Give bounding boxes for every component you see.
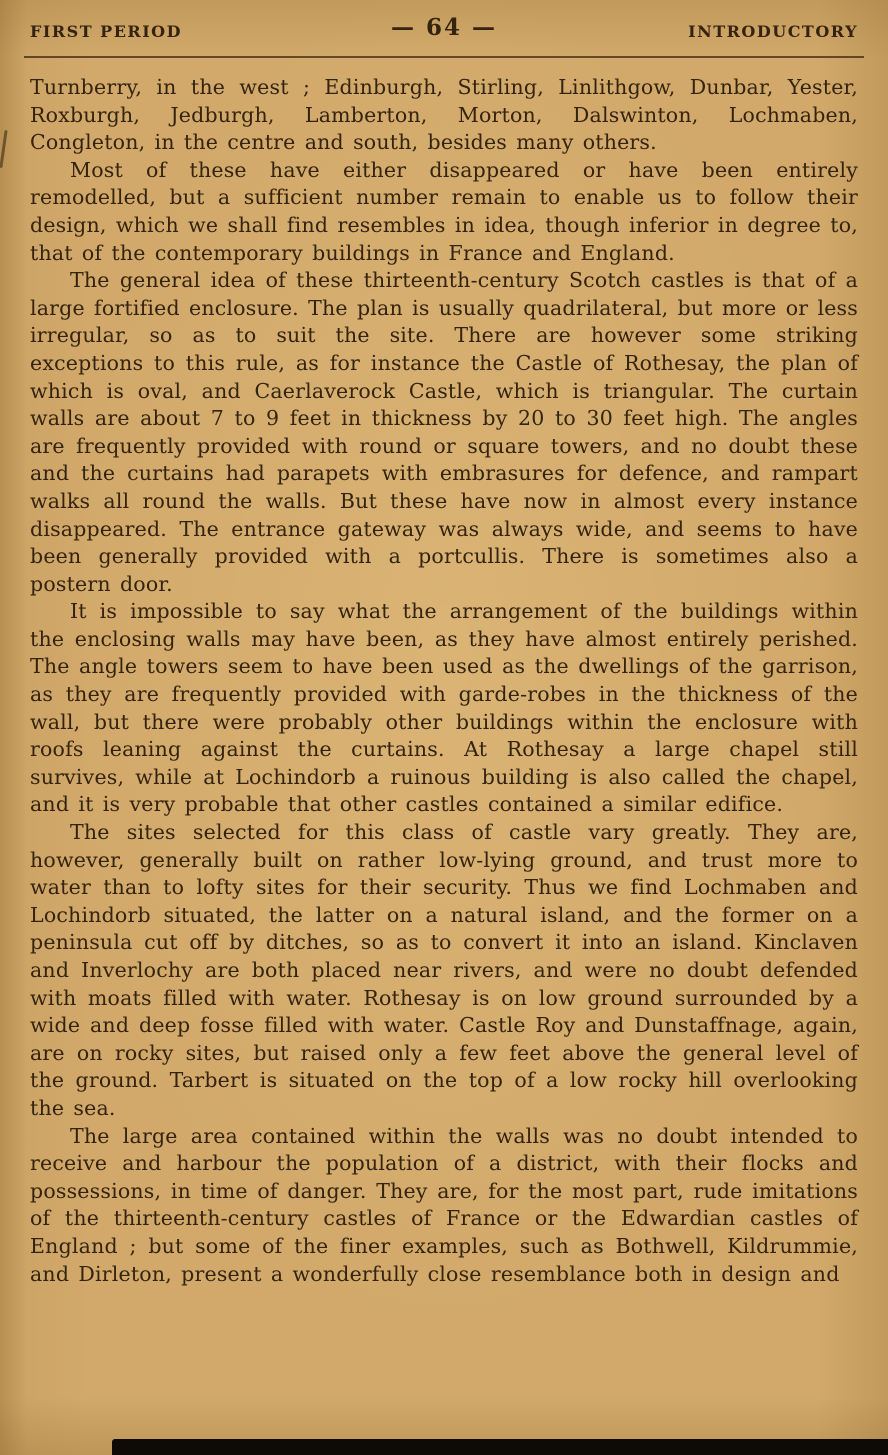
paragraph: The large area contained within the walls was no doubt intended to receive and harbour the population of a district, with their flocks and possessions, in time of danger. They are, for the most part, rude imitations of the thirteenth-century castles of France or the Edwardian castles of England ; but some of the finer examples, such as Bothwell, Kildrummie, and Dirleton, present a wonderfully close resemblance both in design and [30,1123,858,1286]
scan-artifact-mark [0,130,8,168]
paragraph: Most of these have either disappeared or have been entirely remodelled, but a sufficient number remain to enable us to follow their design, which we shall find resembles in idea, though inferior in degree to, that of the contemporary buildings in France and England. [30,157,858,265]
header-rule [24,56,864,58]
running-header [30,14,858,52]
running-head-section: FIRST PERIOD [30,22,182,41]
paragraph: The general idea of these thirteenth-century Scotch castles is that of a large fortified enclosure. The plan is usually quadrilateral, but more or less irregular, so as to suit the site. There are however some striking exceptions to this rule, as for instance the Castle of Rothesay, the plan of which is oval, and Caerlaverock Castle, which is triangular. The curtain walls are about 7 to 9 feet in thickness by 20 to 30 feet high. The angles are frequently provided with round or square towers, and no doubt these and the curtains had parapets with embrasures for defence, and rampart walks all round the walls. But these have now in almost every instance disappeared. The entrance gateway was always wide, and seems to have been generally provided with a portcullis. There is sometimes also a postern door. [30,268,858,596]
page-text [30,74,858,1288]
paragraph-continuation: Turnberry, in the west ; Edinburgh, Stirling, Linlithgow, Dunbar, Yester, Roxburgh, Jedburgh, Lamberton, Morton, Dalswinton, Lochmaben, Congleton, in the centre and south, besides many others. [30,75,858,155]
running-head-chapter: INTRODUCTORY [688,22,858,41]
scan-artifact-bar [112,1439,888,1455]
paragraph: The sites selected for this class of castle vary greatly. They are, however, generally built on rather low-lying ground, and trust more to water than to lofty sites for their security. Thus we find Lochmaben and Lochindorb situated, the latter on a natural island, and the former on a peninsula cut off by ditches, so as to convert it into an island. Kinclaven and Inverlochy are both placed near rivers, and were no doubt defended with moats filled with water. Rothesay is on low ground surrounded by a wide and deep fosse filled with water. Castle Roy and Dunstaffnage, again, are on rocky sites, but raised only a few feet above the general level of the ground. Tarbert is situated on the top of a low rocky hill overlooking the sea. [30,820,858,1120]
page-number: — 64 — [390,14,498,41]
paragraph: It is impossible to say what the arrangement of the buildings within the enclosing walls may have been, as they have almost entirely perished. The angle towers seem to have been used as the dwellings of the garrison, as they are frequently provided with garde-robes in the thickness of the wall, but there were probably other buildings within the enclosure with roofs leaning against the curtains. At Rothesay a large chapel still survives, while at Lochindorb a ruinous building is also called the chapel, and it is very probable that other castles contained a similar edifice. [30,599,858,817]
